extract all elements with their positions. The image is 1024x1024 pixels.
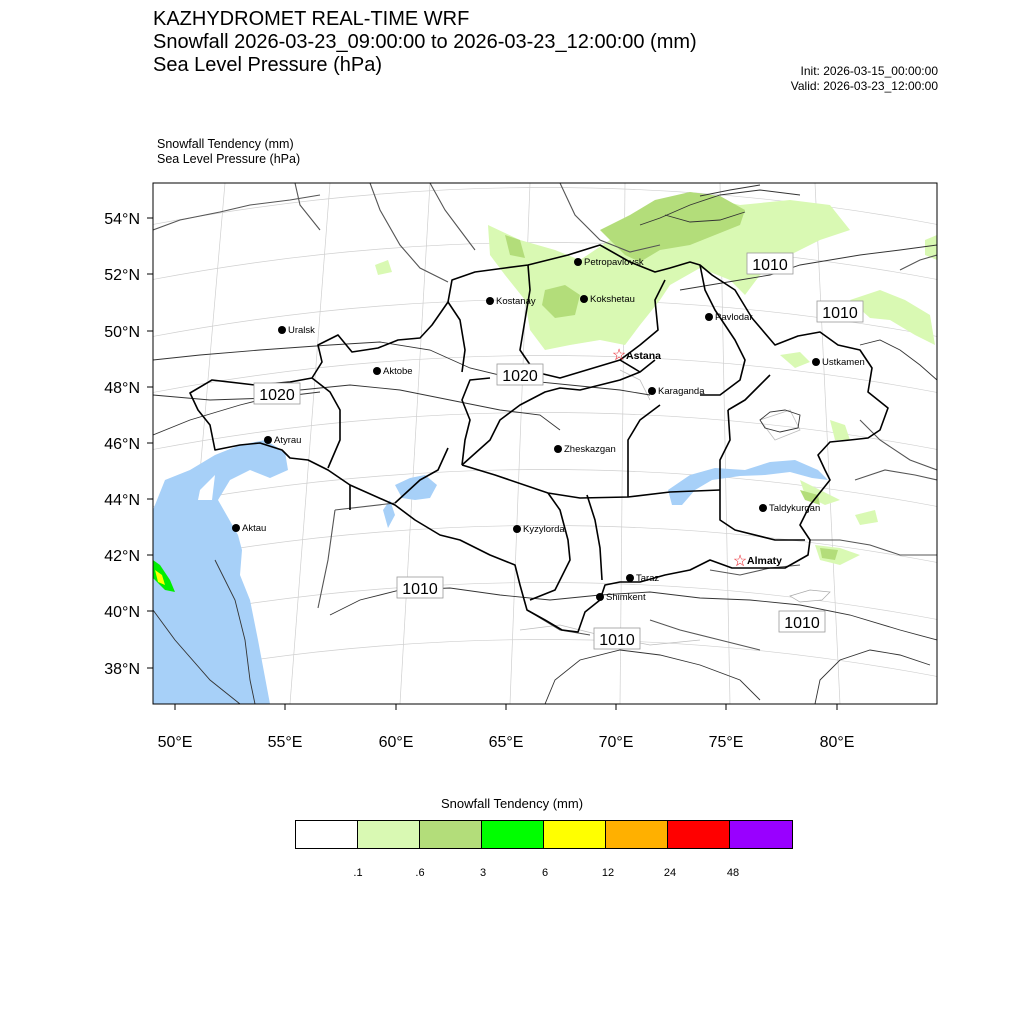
colorbar-label: .1 bbox=[353, 867, 363, 879]
latitude-labels bbox=[104, 211, 140, 678]
colorbar-swatch bbox=[606, 821, 668, 848]
figure-subtitle-snowfall: Snowfall 2026-03-23_09:00:00 to 2026-03-23_12:00:00 (mm) bbox=[153, 31, 697, 53]
colorbar-swatch bbox=[544, 821, 606, 848]
colorbar-swatch bbox=[358, 821, 420, 848]
field-pressure-label: Sea Level Pressure (hPa) bbox=[157, 152, 301, 166]
lat-label: 44°N bbox=[104, 492, 140, 509]
lat-label: 40°N bbox=[104, 604, 140, 621]
rivers bbox=[520, 370, 800, 645]
city-label: Kostanay bbox=[496, 296, 536, 307]
lon-label: 50°E bbox=[157, 734, 193, 751]
lon-label: 70°E bbox=[598, 734, 634, 751]
city-dot bbox=[574, 258, 582, 266]
city-dot bbox=[232, 524, 240, 532]
lat-label: 46°N bbox=[104, 436, 140, 453]
city-label: Karaganda bbox=[658, 386, 705, 397]
lat-label: 48°N bbox=[104, 380, 140, 397]
isobar-label: 1010 bbox=[752, 257, 788, 274]
isobar-label: 1010 bbox=[822, 305, 858, 322]
colorbar-label: 48 bbox=[726, 867, 740, 879]
city-label: Shimkent bbox=[606, 592, 646, 603]
city-dot bbox=[513, 525, 521, 533]
city-label: Pavlodar bbox=[715, 312, 753, 323]
city-label: Ustkamen bbox=[822, 357, 865, 368]
city-dot bbox=[648, 387, 656, 395]
city-label: Taldykurgan bbox=[769, 503, 821, 514]
longitude-labels bbox=[158, 734, 855, 751]
lon-label: 75°E bbox=[708, 734, 744, 751]
city-dot bbox=[554, 445, 562, 453]
city-label: Zheskazgan bbox=[564, 444, 616, 455]
city-dot bbox=[812, 358, 820, 366]
city-dot bbox=[705, 313, 713, 321]
lat-label: 52°N bbox=[104, 267, 140, 284]
city-dot bbox=[580, 295, 588, 303]
colorbar-swatch bbox=[420, 821, 482, 848]
colorbar-swatch bbox=[668, 821, 730, 848]
city-label: Astana bbox=[626, 350, 662, 362]
isobar-label: 1010 bbox=[784, 615, 820, 632]
city-label: Uralsk bbox=[288, 325, 315, 336]
lon-label: 60°E bbox=[378, 734, 414, 751]
isobar-label: 1010 bbox=[599, 632, 635, 649]
city-dot bbox=[278, 326, 286, 334]
field-snowfall-label: Snowfall Tendency (mm) bbox=[157, 137, 294, 151]
colorbar-title: Snowfall Tendency (mm) bbox=[440, 796, 584, 811]
isobar-label: 1020 bbox=[502, 368, 538, 385]
isobar-label: 1020 bbox=[259, 387, 295, 404]
city-label: Taraz bbox=[636, 573, 660, 584]
city-label: Atyrau bbox=[274, 435, 302, 446]
colorbar-label: 6 bbox=[541, 867, 549, 879]
colorbar-label: 24 bbox=[663, 867, 677, 879]
lat-label: 42°N bbox=[104, 548, 140, 565]
city-label: Almaty bbox=[747, 555, 783, 567]
city-dot bbox=[264, 436, 272, 444]
capital-star-icon: ☆ bbox=[611, 347, 627, 364]
colorbar-swatch bbox=[730, 821, 792, 848]
figure-subtitle-pressure: Sea Level Pressure (hPa) bbox=[153, 54, 383, 76]
colorbar bbox=[295, 820, 793, 849]
figure-title: KAZHYDROMET REAL-TIME WRF bbox=[153, 8, 470, 30]
lat-label: 54°N bbox=[104, 211, 140, 228]
lat-label: 50°N bbox=[104, 324, 140, 341]
city-dot bbox=[626, 574, 634, 582]
colorbar-label: 3 bbox=[479, 867, 487, 879]
city-label: Kyzylorda bbox=[523, 524, 565, 535]
city-dot bbox=[596, 593, 604, 601]
lon-label: 55°E bbox=[267, 734, 303, 751]
colorbar-label: .6 bbox=[415, 867, 425, 879]
city-dot bbox=[373, 367, 381, 375]
init-time: Init: 2026-03-15_00:00:00 bbox=[800, 64, 938, 78]
city-dot bbox=[759, 504, 767, 512]
issyk-kul bbox=[790, 590, 830, 602]
colorbar-swatch bbox=[482, 821, 544, 848]
city-label: Aktau bbox=[242, 523, 267, 534]
valid-time: Valid: 2026-03-23_12:00:00 bbox=[790, 79, 938, 93]
city-label: Kokshetau bbox=[590, 294, 635, 305]
city-label: Petropavlovsk bbox=[584, 257, 644, 268]
city-dot bbox=[486, 297, 494, 305]
colorbar-label: 12 bbox=[601, 867, 615, 879]
colorbar-swatch bbox=[296, 821, 358, 848]
city-label: Aktobe bbox=[383, 366, 413, 377]
lon-label: 65°E bbox=[488, 734, 524, 751]
aral-sea bbox=[383, 475, 437, 528]
lat-label: 38°N bbox=[104, 661, 140, 678]
lon-label: 80°E bbox=[819, 734, 855, 751]
capital-star-icon: ☆ bbox=[732, 553, 748, 570]
isobar-label: 1010 bbox=[402, 581, 438, 598]
